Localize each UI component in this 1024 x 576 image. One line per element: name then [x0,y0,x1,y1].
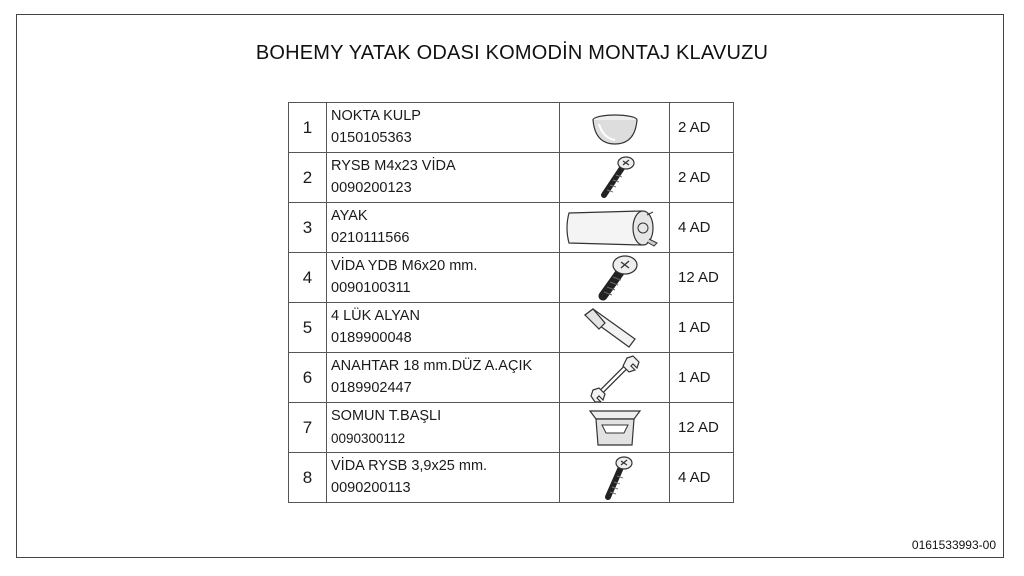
part-quantity: 12 AD [670,253,734,303]
part-number: 7 [289,403,327,453]
part-number: 6 [289,353,327,403]
part-name: AYAK [331,208,368,224]
part-code: 0090100311 [331,280,411,296]
document-number: 0161533993-00 [911,538,996,552]
page-title: BOHEMY YATAK ODASI KOMODİN MONTAJ KLAVUZU [255,42,769,64]
part-description [327,203,560,253]
part-code: 0090300112 [331,431,406,446]
part-description [327,353,560,403]
table-row [289,453,734,503]
part-image [560,153,670,203]
table-row [289,203,734,253]
part-name: VİDA YDB M6x20 mm. [331,258,478,274]
part-code: 0150105363 [331,130,412,146]
table-row [289,103,734,153]
part-code: 0189902447 [331,380,412,396]
part-name: ANAHTAR 18 mm.DÜZ A.AÇIK [331,358,533,374]
part-image [560,353,670,403]
part-number: 1 [289,103,327,153]
table-row [289,153,734,203]
part-code: 0210111566 [331,230,410,246]
part-image [560,253,670,303]
table-row [289,303,734,353]
screw-icon [590,155,640,201]
part-image [560,403,670,453]
part-description [327,403,560,453]
part-quantity: 1 AD [670,303,734,353]
table-row [289,403,734,453]
part-description [327,253,560,303]
t-nut-icon [580,405,650,451]
parts-table [288,102,734,503]
part-number: 3 [289,203,327,253]
part-code: 0189900048 [331,330,412,346]
part-name: VİDA RYSB 3,9x25 mm. [331,458,488,474]
part-code: 0090200123 [331,180,412,196]
part-name: SOMUN T.BAŞLI [331,408,442,424]
part-image [560,303,670,353]
part-image [560,203,670,253]
part-image [560,453,670,503]
part-number: 4 [289,253,327,303]
bolt-icon [587,254,643,302]
wrench-icon [585,354,645,402]
part-name: NOKTA KULP [331,108,421,124]
part-quantity: 2 AD [670,153,734,203]
part-quantity: 12 AD [670,403,734,453]
table-row [289,253,734,303]
part-number: 2 [289,153,327,203]
part-quantity: 2 AD [670,103,734,153]
furniture-leg-icon [563,205,667,251]
part-description [327,153,560,203]
part-name: 4 LÜK ALYAN [331,308,420,324]
table-row [289,353,734,403]
part-quantity: 4 AD [670,203,734,253]
part-image [560,103,670,153]
part-name: RYSB M4x23 VİDA [331,158,456,174]
part-quantity: 4 AD [670,453,734,503]
part-number: 5 [289,303,327,353]
part-quantity: 1 AD [670,353,734,403]
part-number: 8 [289,453,327,503]
part-description [327,453,560,503]
part-description [327,303,560,353]
part-description [327,103,560,153]
part-code: 0090200113 [331,480,411,496]
screw-icon [590,455,640,501]
allen-key-icon [575,305,655,351]
knob-icon [583,108,647,148]
